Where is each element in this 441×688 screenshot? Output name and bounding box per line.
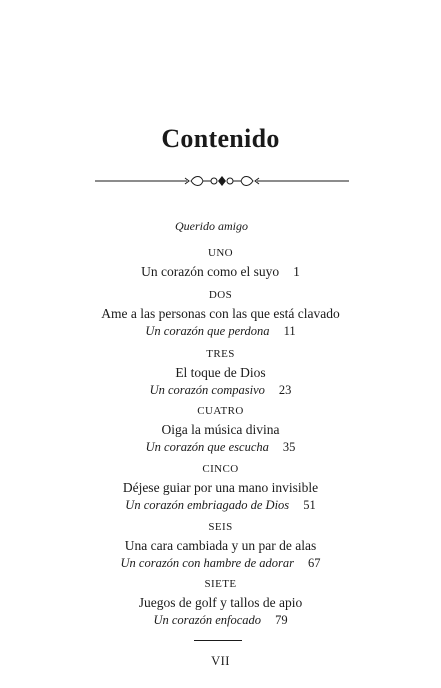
chapter-label: TRES — [206, 348, 235, 360]
page-number: 79 — [275, 613, 288, 627]
chapter-label: SEIS — [208, 521, 233, 533]
page-number: 11 — [283, 324, 296, 338]
chapter-subtitle: Un corazón que perdona 11 — [145, 324, 296, 338]
chapter-subtitle: Un corazón embriagado de Dios 51 — [125, 498, 316, 512]
chapter-entry-4 — [0, 404, 441, 455]
page-number: 35 — [282, 440, 296, 454]
page-number: 23 — [278, 383, 292, 397]
chapter-entry-3 — [0, 347, 441, 398]
chapter-subtitle: Un corazón enfocado 79 — [153, 613, 288, 627]
chapter-label: DOS — [208, 289, 233, 301]
chapter-title: Déjese guiar por una mano invisible — [122, 480, 319, 495]
intro-entry: Querido amigo — [175, 219, 248, 233]
footer-divider — [194, 640, 242, 641]
chapter-title: El toque de Dios — [175, 365, 266, 380]
chapter-entry-6 — [0, 520, 441, 571]
chapter-title: Ame a las personas con las que está clavado — [101, 306, 340, 321]
page-title: Contenido — [161, 124, 280, 153]
chapter-title: Juegos de golf y tallos de apio — [138, 595, 303, 610]
chapter-subtitle: Un corazón con hambre de adorar 67 — [120, 556, 321, 570]
ornamental-divider — [95, 173, 349, 189]
chapter-entry-5 — [0, 462, 441, 513]
chapter-label: CINCO — [202, 463, 239, 475]
chapter-subtitle: Un corazón compasivo 23 — [149, 383, 292, 397]
chapter-label: UNO — [207, 247, 234, 259]
chapter-entry-7 — [0, 577, 441, 628]
chapter-label: CUATRO — [197, 405, 244, 417]
page-number: 1 — [293, 264, 300, 279]
chapter-entry-1 — [0, 246, 441, 280]
chapter-title: Un corazón como el suyo 1 — [141, 264, 300, 279]
chapter-title: Una cara cambiada y un par de alas — [124, 538, 317, 553]
footer-page-number: VII — [211, 654, 230, 668]
chapter-title: Oiga la música divina — [161, 422, 280, 437]
chapter-subtitle: Un corazón que escucha 35 — [145, 440, 296, 454]
chapter-entry-2 — [0, 288, 441, 339]
chapter-label: SIETE — [204, 578, 237, 590]
page-number: 67 — [307, 556, 321, 570]
page-number: 51 — [303, 498, 316, 512]
